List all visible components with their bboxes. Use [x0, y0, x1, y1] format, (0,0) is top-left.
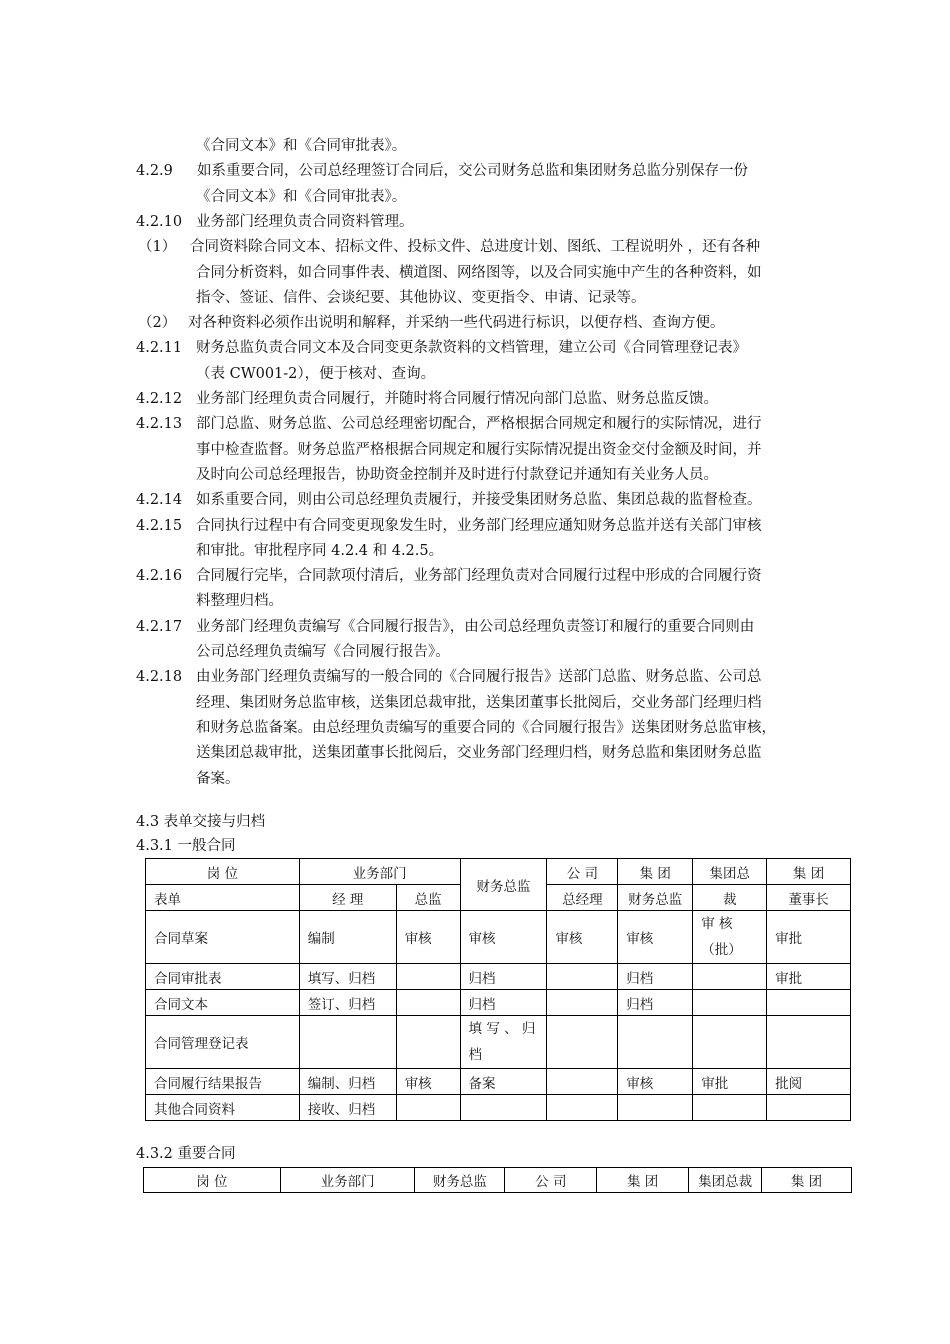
- cell-group-finance: 审核: [618, 911, 693, 964]
- cell-gm: 审核: [547, 911, 618, 964]
- cell-manager: 填写、归档: [299, 964, 396, 990]
- row-name: 合同管理登记表: [146, 1016, 300, 1069]
- paragraph-line: 财务总监负责合同文本及合同变更条款资料的文档管理，建立公司《合同管理登记表》: [196, 340, 747, 357]
- header-company: 公 司: [505, 1168, 597, 1193]
- cell-gm: [547, 1069, 618, 1095]
- table-row: [146, 1016, 851, 1069]
- cell-director: [396, 1016, 460, 1069]
- paragraph-line: 和财务总监备案。由总经理负责编写的重要合同的《合同履行报告》送集团财务总监审核，: [196, 719, 776, 736]
- paragraph-line: 部门总监、财务总监、公司总经理密切配合，严格根据合同规定和履行的实际情况，进行: [196, 416, 762, 433]
- table-row: [146, 964, 851, 990]
- paragraph-line: 由业务部门经理负责编写的一般合同的《合同履行报告》送部门总监、财务总监、公司总: [196, 669, 762, 686]
- section-4-3-2-heading: 4.3.2 重要合同: [136, 1146, 236, 1162]
- paragraph-line: 合同执行过程中有合同变更现象发生时，业务部门经理应通知财务总监并送有关部门审核: [196, 517, 762, 534]
- header-group-president: 集团总裁: [689, 1168, 762, 1193]
- paragraph-number: 4.2.11: [136, 340, 183, 357]
- cell-group-finance: 归档: [618, 964, 693, 990]
- paragraph-number: 4.2.12: [136, 391, 183, 407]
- header-company-a: 公 司: [547, 859, 618, 885]
- paragraph-line: 合同履行完毕，合同款项付清后，业务部门经理负责对合同履行过程中形成的合同履行资: [196, 568, 762, 585]
- paragraph-line: 公司总经理负责编写《合同履行报告》。: [196, 644, 450, 660]
- cell-president: [693, 964, 767, 990]
- row-name: 合同草案: [146, 911, 300, 964]
- paragraph-number: 4.2.18: [136, 669, 183, 686]
- cell-director: [396, 1095, 460, 1121]
- header-group-chair-a: 集 团: [767, 859, 851, 885]
- cell-manager: [299, 1016, 396, 1069]
- cell-chair: 审批: [767, 911, 851, 964]
- header-group-finance-director: 财务总监: [618, 885, 693, 911]
- cell-group-finance: [618, 1095, 693, 1121]
- cell-chair: 审批: [767, 964, 851, 990]
- paragraph-line: 和审批。审批程序同 4.2.4 和 4.2.5。: [196, 542, 444, 559]
- paragraph-line: 及时向公司总经理报告，协助资金控制并及时进行付款登记并通知有关业务人员。: [196, 466, 718, 483]
- row-name: 其他合同资料: [146, 1095, 300, 1121]
- cell-gm: [547, 1016, 618, 1069]
- header-post: 岗 位: [146, 859, 300, 885]
- header-director: 总监: [396, 885, 460, 911]
- paragraph-number: 4.2.9: [136, 163, 173, 180]
- cell-chair: [767, 1016, 851, 1069]
- cell-finance: 填 写 、 归档: [460, 1016, 547, 1069]
- cell-manager: 编制: [299, 911, 396, 964]
- row-name: 合同履行结果报告: [146, 1069, 300, 1095]
- cell-finance: 归档: [460, 990, 547, 1016]
- header-form: 表单: [146, 885, 300, 911]
- paragraph-number: 4.2.14: [136, 492, 183, 509]
- cell-gm: [547, 964, 618, 990]
- paragraph-number: 4.2.13: [136, 416, 183, 433]
- paragraph-line: 业务部门经理负责合同履行，并随时将合同履行情况向部门总监、财务总监反馈。: [196, 391, 718, 407]
- paragraph-line: 如系重要合同，则由公司总经理负责履行，并接受集团财务总监、集团总裁的监督检查。: [196, 492, 762, 509]
- cell-finance: 审核: [460, 911, 547, 964]
- paragraph-number: 4.2.15: [136, 517, 183, 534]
- header-post: 岗 位: [144, 1168, 281, 1193]
- paragraph-line: 备案。: [196, 770, 240, 787]
- table-row: [146, 1095, 851, 1121]
- header-business-dept: 业务部门: [280, 1168, 415, 1193]
- paragraph-line: 对各种资料必须作出说明和解释，并采纳一些代码进行标识，以便存档、查询方便。: [188, 315, 725, 332]
- cell-group-finance: 归档: [618, 990, 693, 1016]
- paragraph-line: 事中检查监督。财务总监严格根据合同规定和履行实际情况提出资金交付金额及时间，并: [196, 441, 762, 458]
- row-name: 合同文本: [146, 990, 300, 1016]
- paragraph-line: 料整理归档。: [196, 593, 283, 610]
- cell-finance: [460, 1095, 547, 1121]
- cell-gm: [547, 1095, 618, 1121]
- cell-president: [693, 1095, 767, 1121]
- cell-chair: [767, 1095, 851, 1121]
- paragraph-number: 4.2.16: [136, 568, 183, 585]
- header-group-chair: 集 团: [762, 1168, 852, 1193]
- important-contract-table: [143, 1167, 852, 1193]
- cell-group-finance: 审核: [618, 1069, 693, 1095]
- header-group: 集 团: [597, 1168, 689, 1193]
- table-row: [146, 911, 851, 964]
- cell-finance: 归档: [460, 964, 547, 990]
- paragraph-line: 《合同文本》和《合同审批表》。: [196, 188, 407, 205]
- paragraph-line: 经理、集团财务总监审核，送集团总裁审批，送集团董事长批阅后，交业务部门经理归档: [196, 694, 762, 711]
- paragraph-line: 指令、签证、信件、会谈纪要、其他协议、变更指令、申请、记录等。: [196, 289, 646, 306]
- table-row: [146, 990, 851, 1016]
- paragraph-line: 送集团总裁审批，送集团董事长批阅后，交业务部门经理归档，财务总监和集团财务总监: [196, 745, 762, 762]
- header-group-a: 集 团: [618, 859, 693, 885]
- paragraph-line: 合同分析资料，如合同事件表、横道图、网络图等，以及合同实施中产生的各种资料，如: [196, 264, 762, 281]
- cell-director: [396, 964, 460, 990]
- cell-president: 审批: [693, 1069, 767, 1095]
- paragraph-line: 业务部门经理负责合同资料管理。: [196, 213, 414, 230]
- header-finance-director: 财务总监: [460, 859, 547, 911]
- cell-manager: 编制、归档: [299, 1069, 396, 1095]
- paragraph-number: 4.2.10: [136, 213, 183, 230]
- cell-manager: 签订、归档: [299, 990, 396, 1016]
- header-group-president-b: 裁: [693, 885, 767, 911]
- paragraph-line: 业务部门经理负责编写《合同履行报告》，由公司总经理负责签订和履行的重要合同则由: [196, 618, 755, 635]
- cell-gm: [547, 990, 618, 1016]
- cell-chair: 批阅: [767, 1069, 851, 1095]
- paragraph-line: 如系重要合同，公司总经理签订合同后，交公司财务总监和集团财务总监分别保存一份: [197, 163, 748, 180]
- header-manager: 经 理: [299, 885, 396, 911]
- paragraph-number: 4.2.17: [136, 618, 183, 635]
- cell-chair: [767, 990, 851, 1016]
- cell-finance: 备案: [460, 1069, 547, 1095]
- section-4-3-1-heading: 4.3.1 一般合同: [136, 838, 236, 854]
- cell-group-finance: [618, 1016, 693, 1069]
- cell-director: [396, 990, 460, 1016]
- cell-director: 审核: [396, 911, 460, 964]
- header-group-president-a: 集团总: [693, 859, 767, 885]
- header-finance-director: 财务总监: [415, 1168, 505, 1193]
- cell-manager: 接收、归档: [299, 1095, 396, 1121]
- header-general-manager: 总经理: [547, 885, 618, 911]
- header-chairman: 董事长: [767, 885, 851, 911]
- row-name: 合同审批表: [146, 964, 300, 990]
- header-business-dept: 业务部门: [299, 859, 460, 885]
- cell-president: [693, 990, 767, 1016]
- paragraph-line: 合同资料除合同文本、招标文件、投标文件、总进度计划、图纸、工程说明外 ，还有各种: [190, 239, 761, 256]
- cell-president: 审 核（批）: [693, 911, 767, 964]
- paragraph-number: （2）: [138, 315, 177, 332]
- general-contract-table: [145, 858, 851, 1121]
- paragraph-line: （表 CW001-2），便于核对、查询。: [196, 365, 436, 382]
- section-4-3-heading: 4.3 表单交接与归档: [136, 814, 266, 830]
- cell-director: 审核: [396, 1069, 460, 1095]
- paragraph-line: 《合同文本》和《合同审批表》。: [196, 138, 407, 154]
- paragraph-number: （1）: [138, 239, 177, 256]
- cell-president: [693, 1016, 767, 1069]
- table-row: [146, 1069, 851, 1095]
